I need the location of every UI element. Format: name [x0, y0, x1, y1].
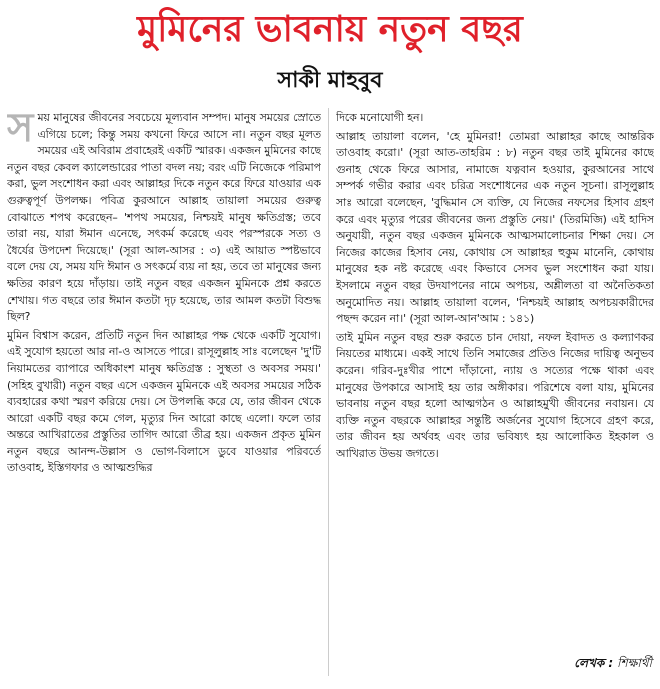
right-paragraph-1: দিকে মনোযোগী হন।: [336, 111, 424, 124]
right-paragraph-2: আল্লাহ তায়ালা বলেন, 'হে মুমিনরা! তোমরা আল্লাহর কাছে আন্তরিক তাওবাহ করো।' (সূরা আত-তাহরিম : ৮) নতুন বছর তাই মুমিনের কাছে গুনাহ থেকে ফিরে আসার, নামাজে যত্নবান হওয়ার, কুরআনের সাথে সম্পর্ক গভীর করার এবং চরিত্র সংশোধনের এক নতুন সূচনা। রাসূলুল্লাহ সাঃ আরো বলেছেন, 'বুদ্ধিমান সে ব্যক্তি, যে নিজের নফসের হিসাব গ্রহণ করে এবং মৃত্যুর পরের জীবনের জন্য প্রস্তুতি নেয়।' (তিরমিজি) এই হাদিস অনুযায়ী, নতুন বছর একজন মুমিনকে আত্মসমালোচনার শিক্ষা দেয়। সে নিজের কাজের হিসাব নেয়, কোথায় সে আল্লাহর হুকুম মানেনি, কোথায় মানুষের হক নষ্ট করেছে এবং কিভাবে সেসব ভুল সংশোধন করা যায়। ইসলামে নতুন বছর উদযাপনের নামে অপচয়, অশ্লীলতা বা অনৈতিকতা অনুমোদিত নয়। আল্লাহ তায়ালা বলেন, 'নিশ্চয়ই আল্লাহ অপচয়কারীদের পছন্দ করেন না।' (সূরা আল-আন'আম : ১৪১): [336, 129, 654, 326]
column-divider: [328, 108, 329, 676]
left-column: [7, 110, 321, 678]
author-role: শিক্ষার্থী: [617, 656, 652, 670]
left-paragraph-1: ময় মানুষের জীবনের সবচেয়ে মূল্যবান সম্পদ। মানুষ সময়ের স্রোতে এগিয়ে চলে; কিন্তু সময় কখনো ফিরে আসে না। নতুন বছর মূলত সময়ের এই অবিরাম প্রবাহেরই একটি স্মারক। একজন মুমিনের কাছে নতুন বছর কেবল ক্যালেন্ডারের পাতা বদল নয়; বরং এটি নিজেকে পরিমাপ করা, ভুল সংশোধন করা এবং আল্লাহর দিকে নতুন করে ফিরে যাওয়ার এক গুরুত্বপূর্ণ উপলক্ষ। পবিত্র কুরআনে আল্লাহ তায়ালা সময়ের গুরুত্ব বোঝাতে শপথ করেছেন– 'শপথ সময়ের, নিশ্চয়ই মানুষ ক্ষতিগ্রস্ত; তবে তারা নয়, যারা ঈমান এনেছে, সৎকর্ম করেছে এবং পরস্পরকে সত্য ও ধৈর্যের উপদেশ দিয়েছে।' (সূরা আল-আসর : ৩) এই আয়াত স্পষ্টভাবে বলে দেয় যে, সময় যদি ঈমান ও সৎকর্মে ব্যয় না হয়, তবে তা মানুষের জন্য ক্ষতির কারণ হয়ে দাঁড়ায়। তাই নতুন বছর একজন মুমিনকে প্রশ্ন করতে শেখায়। গত বছরে তার ঈমান কতটা দৃঢ় হয়েছে, তার আমল কতটা বিশুদ্ধ ছিল?: [7, 111, 321, 324]
right-column: [336, 110, 654, 650]
author-credit: [574, 654, 652, 672]
byline: সাকী মাহবুব: [277, 68, 383, 93]
author-label: লেখক :: [574, 656, 614, 670]
right-paragraph-3: তাই মুমিন নতুন বছর শুরু করতে চান দোয়া, নফল ইবাদত ও কল্যাণকর নিয়তের মাধ্যমে। একই সাথে তিনি সমাজের প্রতিও নিজের দায়িত্ব অনুভব করেন। গরিব-দুঃখীর পাশে দাঁড়ানো, ন্যায় ও সত্যের পক্ষে থাকা এবং মানুষের উপকারে আসাই হয় তার অঙ্গীকার। পরিশেষে বলা যায়, মুমিনের ভাবনায় নতুন বছর হলো আত্মগঠন ও আল্লাহমুখী জীবনের নবায়ন। যে ব্যক্তি নতুন বছরকে আল্লাহর সন্তুষ্টি অর্জনের সুযোগ হিসেবে গ্রহণ করে, তার জীবন হয় অর্থবহ এবং তার ভবিষ্যৎ হয় আলোকিত ইহকাল ও আখিরাত উভয় জগতে।: [336, 330, 654, 460]
headline: মুমিনের ভাবনায় নতুন বছর: [137, 9, 523, 50]
left-paragraph-2: মুমিন বিশ্বাস করেন, প্রতিটি নতুন দিন আল্লাহর পক্ষ থেকে একটি সুযোগ। এই সুযোগ হয়তো আর না-ও আসতে পারে। রাসূলুল্লাহ সাঃ বলেছেন 'দু'টি নিয়ামতের ব্যাপারে অধিকাংশ মানুষ ক্ষতিগ্রস্ত : সুস্থতা ও অবসর সময়।' (সহিহ বুখারী) নতুন বছর এসে একজন মুমিনকে এই অবসর সময়ের সঠিক ব্যবহারের কথা স্মরণ করিয়ে দেয়। সে উপলব্ধি করে যে, তার জীবন থেকে আরো একটি বছর কমে গেল, মৃত্যুর দিন আরো কাছে এলো। ফলে তার অন্তরে আখিরাতের প্রস্তুতির তাগিদ আরো তীব্র হয়। একজন প্রকৃত মুমিন নতুন বছরে আনন্দ-উল্লাস ও ভোগ-বিলাসে ডুবে যাওয়ার পরিবর্তে তাওবাহ, ইস্তিগফার ও আত্মশুদ্ধির: [7, 328, 321, 475]
drop-cap: স: [7, 110, 34, 151]
